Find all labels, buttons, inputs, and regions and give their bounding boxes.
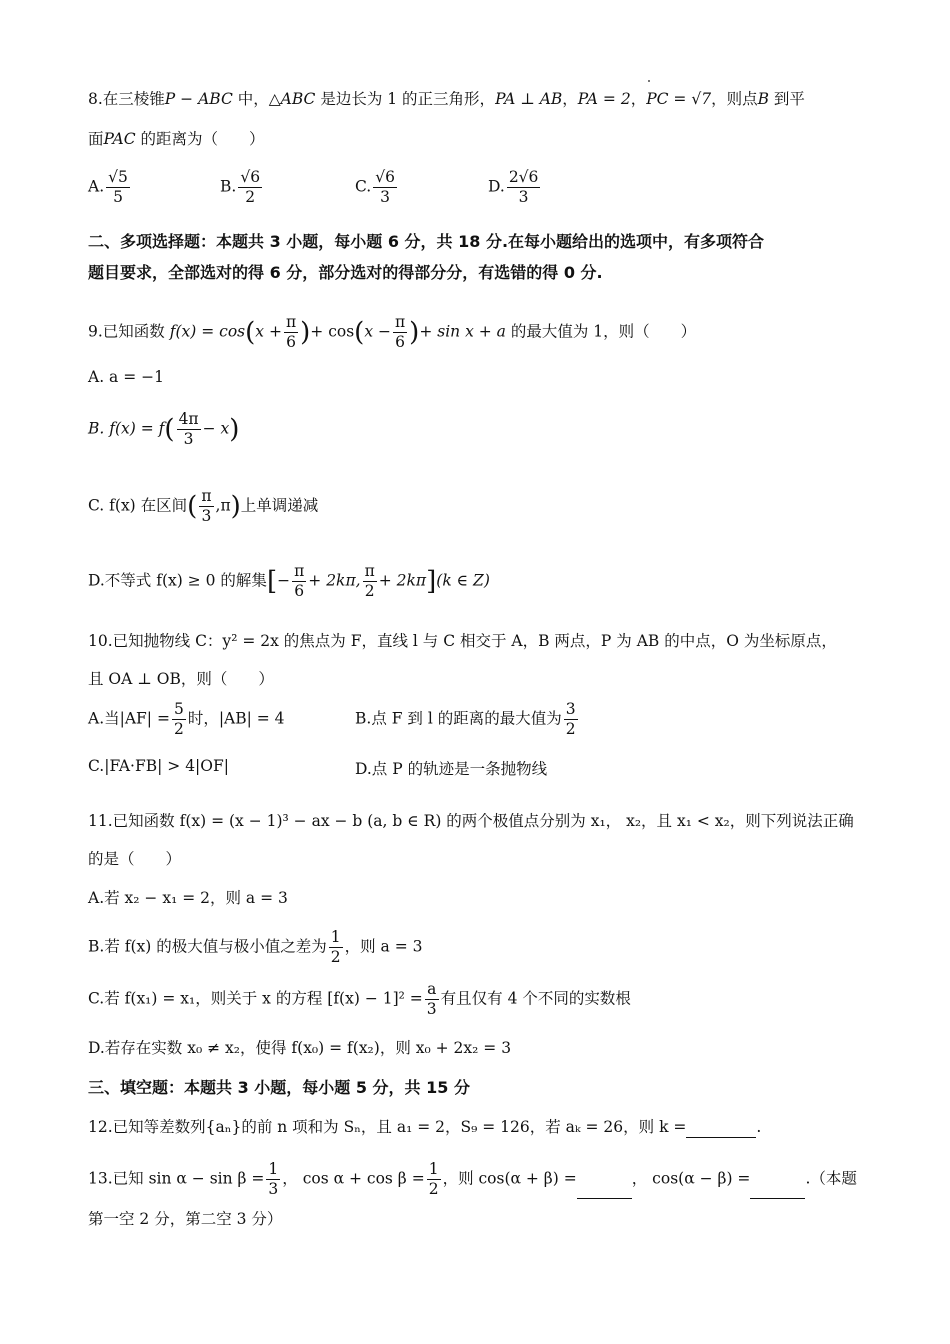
q8-option-c: C. $\frac{√6}{3}$ [355, 168, 395, 206]
q10-option-a: A.当|AF| = $\frac{5}{2}$ 时，|AB| = 4 [88, 700, 285, 738]
q13-stem-line2: 第一空 2 分，第二空 3 分） [88, 1210, 283, 1228]
q8-line2: 面PAC 的距离为（ ） [88, 130, 265, 148]
q11-stem-line1: 11.已知函数 f(x) = (x − 1)³ − ax − b (a, b ∈ R) 的两个极值点分别为 x₁， x₂，且 x₁ < x₂，则下列说法正确 [88, 812, 854, 830]
q8-option-d: D. $\frac{2√6}{3}$ [488, 168, 539, 206]
q13-stem: 13.已知 sin α − sin β = $\frac{1}{3}$ ， cos α + cos β = $\frac{1}{2}$ ，则 cos(α + β) = ， cos(α − β) = .（本题 [88, 1160, 857, 1198]
q10-option-d: D.点 P 的轨迹是一条抛物线 [355, 760, 548, 778]
q9-option-d: D.不等式 f(x) ≥ 0 的解集[− $\frac{\pi}{6}$ + 2kπ, $\frac{\pi}{2}$ + 2kπ](k ∈ Z) [88, 562, 490, 600]
section3-heading: 三、填空题：本题共 3 小题，每小题 5 分，共 15 分 [88, 1078, 470, 1097]
stray-dot [648, 80, 650, 82]
q13-answer-blank-2[interactable] [750, 1182, 805, 1199]
q9-stem: 9.已知函数 f(x) = cos(x + $\frac{\pi}{6}$ )+ cos(x − $\frac{\pi}{6}$ )+ sin x + a 的最大值为 1，则（ ） [88, 313, 697, 351]
q9-option-c: C. f(x) 在区间( $\frac{\pi}{3}$ ,π)上单调递减 [88, 487, 319, 525]
q8-pabc: P − ABC [164, 90, 233, 108]
q8-option-b: B. $\frac{√6}{2}$ [220, 168, 261, 206]
q10-option-c: C.|FA·FB| > 4|OF| [88, 757, 229, 775]
q13-answer-blank-1[interactable] [577, 1182, 632, 1199]
q11-stem-line2: 的是（ ） [88, 850, 182, 868]
q11-option-d: D.若存在实数 x₀ ≠ x₂，使得 f(x₀) = f(x₂)，则 x₀ + 2x₂ = 3 [88, 1039, 512, 1057]
q9-option-b: B. f(x) = f( $\frac{4\pi}{3}$ − x) [88, 410, 240, 448]
q11-option-b: B.若 f(x) 的极大值与极小值之差为 $\frac{1}{2}$ ，则 a = 3 [88, 928, 423, 966]
q10-stem-line1: 10.已知抛物线 C：y² = 2x 的焦点为 F，直线 l 与 C 相交于 A，B 两点，P 为 AB 的中点，O 为坐标原点， [88, 632, 837, 650]
q12-stem: 12.已知等差数列{aₙ}的前 n 项和为 Sₙ，且 a₁ = 2，S₉ = 126，若 aₖ = 26，则 k = . [88, 1118, 762, 1136]
q11-option-a: A.若 x₂ − x₁ = 2，则 a = 3 [88, 889, 288, 907]
q8-line1: 8.在三棱锥P − ABC 中，△ABC 是边长为 1 的正三角形，PA ⊥ AB，PA = 2，PC = √7，则点B 到平 [88, 90, 805, 108]
q10-option-b: B.点 F 到 l 的距离的最大值为 $\frac{3}{2}$ [355, 700, 576, 738]
q10-stem-line2: 且 OA ⊥ OB，则（ ） [88, 670, 274, 688]
section2-heading-line1: 二、多项选择题：本题共 3 小题，每小题 6 分，共 18 分.在每小题给出的选项中，有多项符合 [88, 232, 765, 251]
q9-option-a: A. a = −1 [88, 368, 164, 386]
q11-option-c: C.若 f(x₁) = x₁，则关于 x 的方程 [f(x) − 1]² = $\frac{a}{3}$ 有且仅有 4 个不同的实数根 [88, 980, 631, 1018]
q8-option-a: A. $\frac{√5}{5}$ [88, 168, 128, 206]
q12-answer-blank[interactable] [686, 1121, 756, 1138]
section2-heading-line2: 题目要求，全部选对的得 6 分，部分选对的得部分分，有选错的得 0 分. [88, 263, 603, 282]
